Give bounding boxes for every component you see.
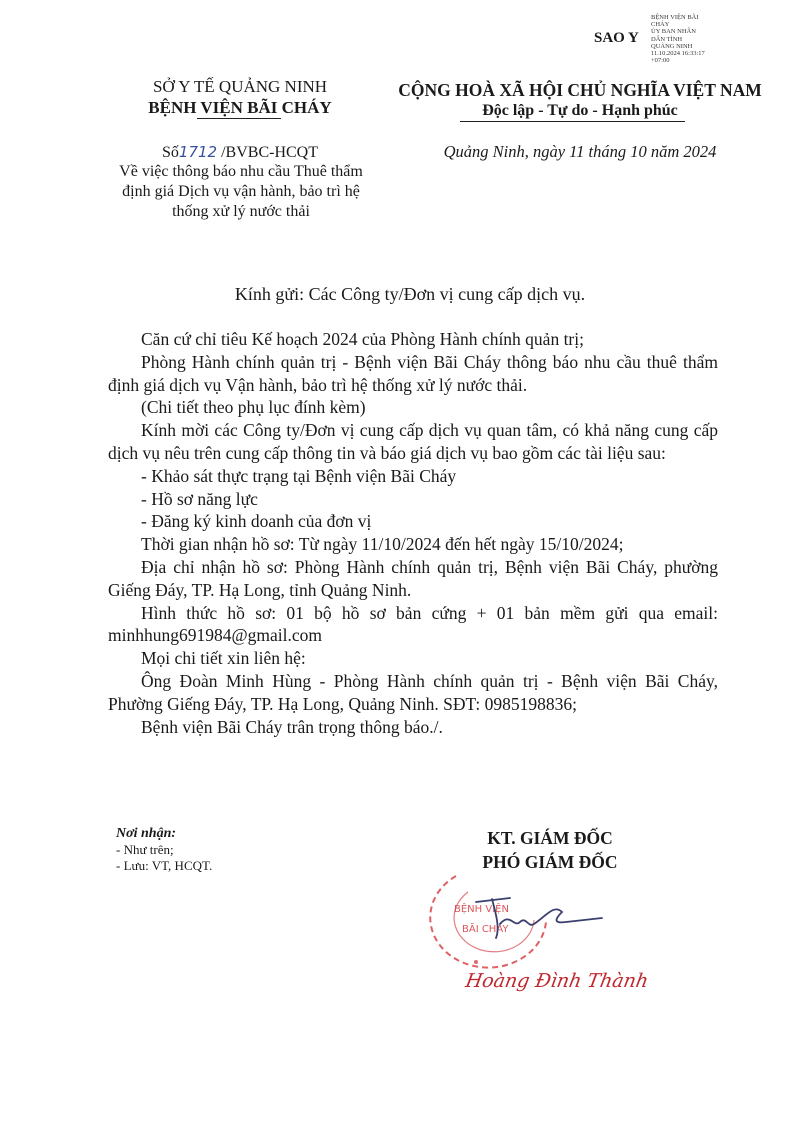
stamp-meta-line: DÂN TỈNH bbox=[651, 35, 683, 43]
recipients-title: Nơi nhận: bbox=[116, 826, 177, 841]
org-name: BỆNH VIỆN BÃI CHÁY bbox=[148, 98, 332, 117]
body-paragraph: Bệnh viện Bãi Cháy trân trọng thông báo./. bbox=[141, 716, 443, 737]
body-paragraph: Địa chỉ nhận hồ sơ: Phòng Hành chính quản trị, Bệnh viện Bãi Cháy, phường Giếng Đáy, TP. Hạ Long, tỉnh Quảng Ninh. bbox=[108, 556, 718, 600]
signature-title-line1: KT. GIÁM ĐỐC bbox=[487, 828, 613, 848]
digital-signature-meta bbox=[651, 14, 741, 64]
doc-number-suffix: /BVBC-HCQT bbox=[221, 144, 318, 161]
recipients-item: - Lưu: VT, HCQT. bbox=[116, 858, 213, 873]
body-paragraph: Kính mời các Công ty/Đơn vị cung cấp dịch vụ quan tâm, có khả năng cung cấp dịch vụ nêu trên cung cấp thông tin và báo giá dịch vụ bao gồm các tài liệu sau: bbox=[108, 420, 718, 463]
doc-number-prefix: Số bbox=[162, 144, 179, 161]
recipients-list bbox=[116, 826, 316, 874]
doc-subject: Về việc thông báo nhu cầu Thuê thẩm định giá Dịch vụ vận hành, bảo trì hệ thống xử lý nước thải bbox=[119, 163, 363, 220]
motto: Độc lập - Tự do - Hạnh phúc bbox=[482, 102, 678, 119]
place-date: Quảng Ninh, ngày 11 tháng 10 năm 2024 bbox=[443, 142, 717, 161]
nation-title: CỘNG HOÀ XÃ HỘI CHỦ NGHĨA VIỆT NAM bbox=[398, 80, 762, 100]
stamp-meta-line: ỦY BAN NHÂN bbox=[651, 28, 696, 36]
stamp-meta-line: QUẢNG NINH bbox=[651, 42, 693, 50]
body-paragraph: Ông Đoàn Minh Hùng - Phòng Hành chính quản trị - Bệnh viện Bãi Cháy, Phường Giếng Đáy, TP. Hạ Long, Quảng Ninh. SĐT: 0985198836; bbox=[108, 670, 718, 714]
body-paragraph: Hình thức hồ sơ: 01 bộ hồ sơ bản cứng + 01 bản mềm gửi qua email: minhhung691984@gmail.com bbox=[108, 602, 718, 646]
stamp-meta-line: 11.10.2024 16:33:17 bbox=[651, 50, 705, 58]
stamp-meta-line: CHÁY bbox=[651, 21, 670, 29]
recipient-line: Kính gửi: Các Công ty/Đơn vị cung cấp dịch vụ. bbox=[234, 284, 586, 304]
seal-text-bottom: BÃI CHÁY bbox=[462, 924, 509, 935]
motto-underline bbox=[460, 121, 685, 122]
signer-name: Hoàng Đình Thành bbox=[463, 970, 651, 992]
document-body bbox=[108, 328, 718, 738]
stamp-meta-line: +07:00 bbox=[651, 57, 670, 65]
signature-title-line2: PHÓ GIÁM ĐỐC bbox=[482, 852, 618, 872]
body-paragraph: Căn cứ chỉ tiêu Kế hoạch 2024 của Phòng Hành chính quản trị; bbox=[141, 329, 584, 349]
seal-text-top: BỆNH VIỆN bbox=[454, 904, 509, 915]
recipients-item: - Như trên; bbox=[116, 842, 174, 857]
org-underline bbox=[197, 118, 281, 119]
body-paragraph: Mọi chi tiết xin liên hệ: bbox=[141, 648, 306, 669]
body-paragraph: - Hồ sơ năng lực bbox=[141, 488, 258, 509]
copy-stamp-label: SAO Y bbox=[594, 30, 639, 46]
body-paragraph: Phòng Hành chính quản trị - Bệnh viện Bãi Cháy thông báo nhu cầu thuê thẩm định giá dịch vụ Vận hành, bảo trì hệ thống xử lý nước thải. bbox=[108, 351, 718, 395]
stamp-meta-line: BỆNH VIỆN BÃI bbox=[651, 14, 699, 21]
body-paragraph: - Đăng ký kinh doanh của đơn vị bbox=[141, 511, 372, 532]
signature-icon bbox=[470, 894, 610, 944]
body-paragraph: - Khảo sát thực trạng tại Bệnh viện Bãi Cháy bbox=[141, 465, 457, 486]
body-paragraph: Thời gian nhận hồ sơ: Từ ngày 11/10/2024 đến hết ngày 15/10/2024; bbox=[141, 534, 624, 555]
doc-number bbox=[90, 142, 390, 163]
body-paragraph: (Chi tiết theo phụ lục đính kèm) bbox=[141, 397, 366, 418]
doc-number-handwritten: 1712 bbox=[178, 143, 218, 161]
org-parent: SỞ Y TẾ QUẢNG NINH bbox=[152, 77, 328, 96]
